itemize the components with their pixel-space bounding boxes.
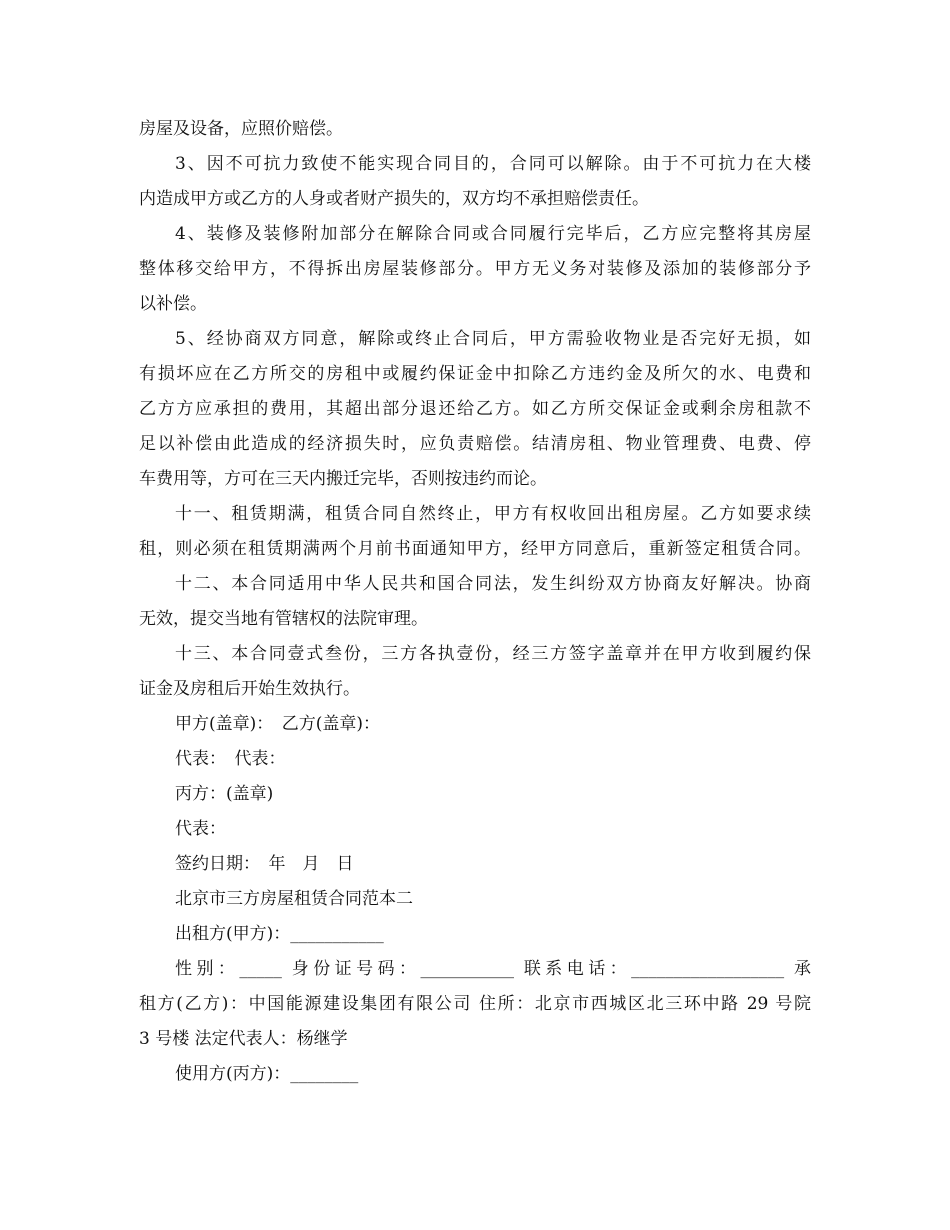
text-line: 租方(乙方)：中国能源建设集团有限公司 住所：北京市西城区北三环中路 29 号院 xyxy=(139,994,811,1014)
text-line: 3 号楼 法定代表人：杨继学 xyxy=(139,1029,348,1049)
signing-date-line: 签约日期： 年 月 日 xyxy=(175,854,354,874)
text-line: 车费用等，方可在三天内搬迁完毕，否则按违约而论。 xyxy=(139,469,547,489)
text-line: 出租方(甲方)：___________ xyxy=(175,924,384,944)
text-line: 十一、租赁期满，租赁合同自然终止，甲方有权收回出租房屋。乙方如要求续 xyxy=(175,504,811,524)
document-page xyxy=(139,112,811,1092)
text-line: 有损坏应在乙方所交的房租中或履约保证金中扣除乙方违约金及所欠的水、电费和 xyxy=(139,364,811,384)
text-line: 租，则必须在租赁期满两个月前书面通知甲方，经甲方同意后，重新签定租赁合同。 xyxy=(139,539,811,559)
text-line: 5、经协商双方同意，解除或终止合同后，甲方需验收物业是否完好无损，如 xyxy=(175,329,811,349)
text-line: 十三、本合同壹式叁份，三方各执壹份，经三方签字盖章并在甲方收到履约保 xyxy=(175,644,811,664)
text-line: 内造成甲方或乙方的人身或者财产损失的，双方均不承担赔偿责任。 xyxy=(139,189,649,209)
text-line: 十二、本合同适用中华人民共和国合同法，发生纠纷双方协商友好解决。协商 xyxy=(175,574,811,594)
text-line: 4、装修及装修附加部分在解除合同或合同履行完毕后，乙方应完整将其房屋 xyxy=(175,224,811,244)
text-line: 足以补偿由此造成的经济损失时，应负责赔偿。结清房租、物业管理费、电费、停 xyxy=(139,434,811,454)
text-line: 乙方方应承担的费用，其超出部分退还给乙方。如乙方所交保证金或剩余房租款不 xyxy=(139,399,811,419)
text-line: 3、因不可抗力致使不能实现合同目的，合同可以解除。由于不可抗力在大楼 xyxy=(175,154,811,174)
text-line: 无效，提交当地有管辖权的法院审理。 xyxy=(139,609,428,629)
text-line: 以补偿。 xyxy=(139,294,207,314)
text-line: 证金及房租后开始生效执行。 xyxy=(139,679,360,699)
signature-line: 代表： 代表： xyxy=(175,749,286,769)
text-line: 整体移交给甲方，不得拆出房屋装修部分。甲方无义务对装修及添加的装修部分予 xyxy=(139,259,811,279)
signature-line: 甲方(盖章)： 乙方(盖章)： xyxy=(175,714,381,734)
text-line: 房屋及设备，应照价赔偿。 xyxy=(139,119,343,139)
section-heading: 北京市三方房屋租赁合同范本二 xyxy=(175,889,413,909)
signature-line: 代表： xyxy=(175,819,226,839)
text-line: 使用方(丙方)：________ xyxy=(175,1064,359,1084)
signature-line: 丙方：(盖章) xyxy=(175,784,274,804)
text-line: 性别：_____ 身份证号码：___________ 联系电话：__________________ 承 xyxy=(175,959,811,979)
